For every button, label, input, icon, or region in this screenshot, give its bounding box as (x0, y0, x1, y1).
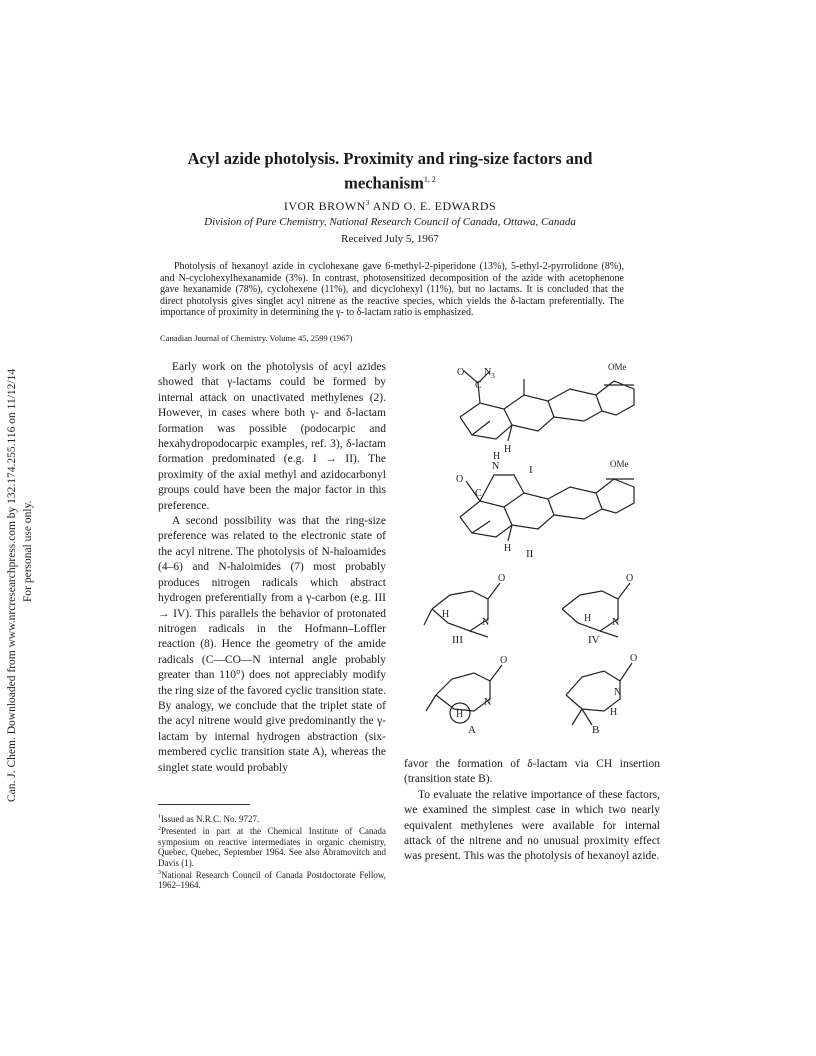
right-column (404, 757, 660, 865)
atom-N-II: N (492, 461, 500, 472)
author-2: O. E. EDWARDS (403, 199, 497, 213)
atom-H-III: H (442, 609, 450, 620)
footnote-2-text: Presented in part at the Chemical Institute of Canada symposium on reactive intermediates in organic chemistry, Quebec, Quebec, September 1964. See also Abramovitch and Davis (1). (158, 826, 386, 868)
atom-O-IV: O (626, 573, 634, 584)
label-I: I (529, 464, 533, 476)
title-footnote-marks: 1, 2 (423, 175, 436, 184)
footnote-3-mark: 3 (158, 870, 161, 877)
atom-H-I: H (504, 444, 512, 455)
label-III: III (452, 634, 463, 646)
atom-H-II: H (504, 543, 512, 554)
journal-citation: Canadian Journal of Chemistry. Volume 45, 2599 (1967) (160, 333, 353, 343)
atom-N-A: N (484, 697, 492, 708)
atom-H-A: H (456, 709, 464, 720)
atom-C-II: C (475, 488, 482, 499)
atom-OMe-II: OMe (610, 459, 629, 469)
personal-use-notice: For personal use only. (22, 500, 34, 602)
structure-IV (562, 583, 630, 637)
atom-H-II-N: H (493, 451, 501, 462)
paragraph-2: A second possibility was that the ring-size preference was related to the electronic state of the acyl nitrene. The photolysis of N-haloamides (4–6) and N-haloimides (7) most probably produces nitrogen radicals which abstract hydrogen preferentially from a γ-carbon (e.g. III → IV). This parallels the behavior of protonated nitrogen radicals in the Hofmann–Loffler reaction (8). Hence the geometry of the amide radicals (C—CO—N internal angle probably greater than 110°) does not appreciably modify the ring size of the favored cyclic transition state. By analogy, we conclude that the triplet state of the acyl nitrene would give predominantly the γ-lactam by internal hydrogen abstraction (six-membered cyclic transition state A), whereas the singlet state would probably (158, 515, 386, 774)
footnotes (158, 812, 386, 891)
structure-II (460, 475, 634, 541)
author-1-footnote: 3 (365, 199, 370, 207)
download-notice: Can. J. Chem. Downloaded from www.nrcresearchpress.com by 132.174.255.116 on 11/12/14 (6, 368, 18, 802)
atom-O-A: O (500, 655, 508, 666)
atom-N-IV: N (612, 617, 620, 628)
atom-C-I: C (475, 380, 482, 391)
label-IV: IV (588, 634, 600, 646)
atom-H-B: H (610, 707, 618, 718)
atom-N-III: N (482, 617, 490, 628)
author-separator: AND (369, 199, 404, 213)
atom-N3-subscript: 3 (491, 372, 495, 380)
structure-III (424, 583, 500, 637)
atom-O-B: O (630, 653, 638, 664)
footnote-2 (158, 824, 386, 868)
paragraph-3: favor the formation of δ-lactam via CH insertion (transition state B). (404, 758, 660, 786)
left-column (158, 360, 386, 776)
abstract: Photolysis of hexanoyl azide in cyclohexane gave 6-methyl-2-piperidone (13%), 5-ethyl-2-pyrrolidone (8%), and N-cyclohexylhexanamide (3%). In contrast, photosensitized decomposition of the azide with acetophenone gave hexanamide (78%), cyclohexene (11%), and dicyclohexyl (11%), but no lactams. It is concluded that the direct photolysis gives singlet acyl nitrene as the reactive species, which yields the δ-lactam preferentially. The importance of proximity in determining the γ- to δ-lactam ratio is emphasized. (160, 261, 624, 318)
atom-O-II: O (456, 474, 464, 485)
atom-N3-I (484, 367, 495, 380)
affiliation: Division of Pure Chemistry, National Research Council of Canada, Ottawa, Canada (204, 216, 576, 228)
download-watermark (0, 250, 40, 810)
title-line-1: Acyl azide photolysis. Proximity and ring-size factors and (187, 149, 593, 168)
author-1: IVOR BROWN (283, 199, 366, 213)
atom-O-III: O (498, 573, 506, 584)
footnote-rule (158, 804, 250, 805)
structure-A (426, 665, 502, 723)
footnote-3 (158, 868, 386, 891)
chemical-structures (420, 355, 660, 755)
label-A: A (468, 724, 476, 736)
structure-I (460, 371, 634, 441)
footnote-1 (158, 812, 386, 824)
atom-N-B: N (614, 687, 622, 698)
paragraph-1: Early work on the photolysis of acyl azides showed that γ-lactams could be formed by internal attack on unactivated methylenes (2). However, in cases where both γ- and δ-lactam formation was possible (podocarpic and hexahydropodocarpic examples, ref. 3), δ-lactam formation predominated (e.g. I → II). The proximity of the axial methyl and azidocarbonyl groups could have been the major factor in this preference. (158, 361, 386, 512)
title-line-2: mechanism (344, 173, 424, 193)
label-II: II (526, 548, 534, 560)
atom-OMe-I: OMe (608, 362, 627, 372)
label-B: B (592, 724, 600, 736)
atom-N3-symbol: N (484, 367, 492, 378)
footnote-3-text: National Research Council of Canada Postdoctorate Fellow, 1962–1964. (158, 870, 386, 891)
atom-O-I: O (457, 367, 465, 378)
atom-H-IV: H (584, 613, 592, 624)
author-line (120, 199, 660, 214)
footnote-2-mark: 2 (158, 826, 161, 833)
footnote-1-text: Issued as N.R.C. No. 9727. (161, 814, 260, 824)
paragraph-4: To evaluate the relative importance of these factors, we examined the simplest case in which two nearly equivalent methylenes were available for internal attack of the nitrene and no unusual proximity effect was present. This was the photolysis of hexanoyl azide. (404, 788, 660, 863)
structure-B (566, 663, 632, 725)
footnote-1-mark: 1 (158, 814, 161, 820)
received-date: Received July 5, 1967 (341, 233, 439, 245)
article-title (120, 148, 660, 194)
